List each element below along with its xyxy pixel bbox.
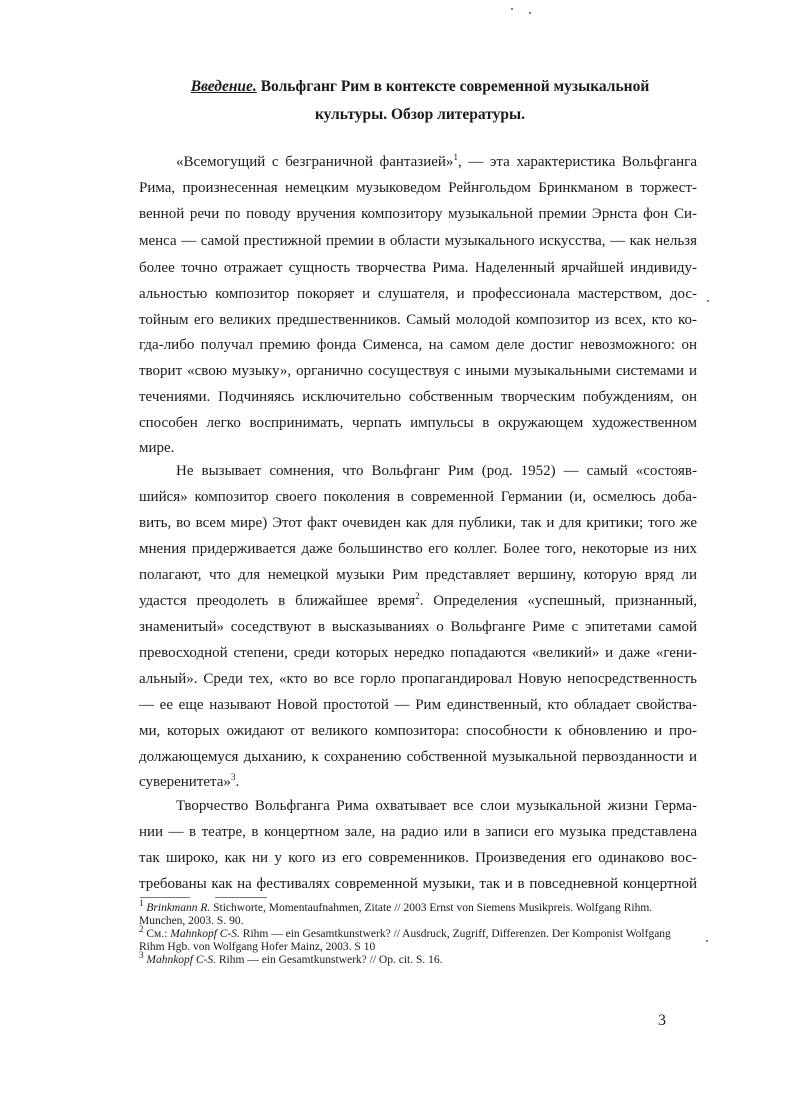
line-text: нии — в театре, в концертном зале, на радио или в записи его музыка представлена bbox=[139, 824, 697, 840]
line-text: шийся» композитор своего поколения в современной Германии (и, осмелюсь доба- bbox=[139, 489, 697, 505]
line-text: гда-либо получал премию фонда Сименса, на самом деле достиг невозможного: он bbox=[139, 337, 697, 353]
text-line bbox=[139, 284, 697, 304]
text-line bbox=[139, 643, 697, 663]
text-line bbox=[139, 258, 697, 278]
line-text: Рима, произнесенная немецким музыковедом Рейнгольдом Бринкманом в торжест- bbox=[139, 180, 697, 196]
text-line bbox=[139, 361, 697, 381]
text-line bbox=[139, 591, 697, 611]
text-line bbox=[139, 204, 697, 224]
text-line bbox=[139, 335, 697, 355]
footnote bbox=[139, 950, 699, 967]
text-line bbox=[139, 178, 697, 198]
line-text: Не вызывает сомнения, что Вольфганг Рим (род. 1952) — самый «состояв- bbox=[176, 463, 697, 479]
line-text: должающемуся дыханию, к сохранению собственной музыкальной первозданности и bbox=[139, 749, 697, 765]
text-line bbox=[139, 721, 697, 741]
footnote-prefix: См.: bbox=[146, 928, 171, 940]
scan-speck bbox=[707, 300, 709, 302]
line-text: , — эта характеристика Вольфганга bbox=[457, 154, 697, 170]
line-text: «Всемогущий с безграничной фантазией» bbox=[176, 154, 454, 170]
line-text: мире. bbox=[139, 440, 175, 456]
text-line bbox=[139, 438, 697, 458]
text-line bbox=[176, 461, 697, 481]
text-line bbox=[139, 848, 697, 868]
line-text: . Определения «успешный, признанный, bbox=[419, 593, 697, 609]
text-line bbox=[139, 231, 697, 251]
text-line bbox=[176, 796, 697, 816]
line-text: превосходной степени, среди которых нередко попадаются «великий» и даже «гени- bbox=[139, 645, 697, 661]
line-text: ми, которых ожидают от великого композитора: способности к обновлению и про- bbox=[139, 723, 697, 739]
footnote bbox=[139, 898, 699, 928]
line-text: венной речи по поводу вручения композитору музыкальной премии Эрнста фон Си- bbox=[139, 206, 697, 222]
text-line bbox=[139, 695, 697, 715]
page-number: 3 bbox=[658, 1012, 666, 1029]
scan-speck bbox=[706, 940, 708, 942]
text-line bbox=[139, 310, 697, 330]
footnote-author: Mahnkopf C-S. bbox=[146, 954, 217, 966]
text-line bbox=[139, 413, 697, 433]
line-text: . bbox=[235, 774, 240, 790]
line-text: вить, во всем мире) Этот факт очевиден как для публики, так и для критики; того же bbox=[139, 515, 697, 531]
text-line bbox=[139, 513, 697, 533]
footnote-text: Rihm — ein Gesamtkunstwerk? // Op. cit. S. 16. bbox=[216, 954, 443, 966]
line-text: способен легко воспринимать, черпать импульсы в окружающем художественном bbox=[139, 415, 697, 431]
chapter-heading-line-1 bbox=[140, 78, 700, 96]
line-text: течениями. Подчиняясь исключительно собственным творческим побуждениям, он bbox=[139, 389, 697, 405]
line-text: Творчество Вольфганга Рима охватывает все слои музыкальной жизни Герма- bbox=[176, 798, 697, 814]
text-line bbox=[139, 874, 697, 894]
footnote-number: 1 bbox=[139, 898, 144, 909]
footnote-author: Brinkmann R. bbox=[146, 902, 211, 914]
line-text: требованы как на фестивалях современной музыки, так и в повседневной концертной bbox=[139, 876, 697, 892]
line-text: более точно отражает сущность творчества Рима. Наделенный ярчайшей индивиду- bbox=[139, 260, 697, 276]
footnote-ref: 3 bbox=[230, 772, 236, 782]
chapter-label: Введение. bbox=[190, 78, 257, 95]
text-line bbox=[139, 487, 697, 507]
line-text: так широко, как ни у кого из его современников. Произведения его одинаково вос- bbox=[139, 850, 697, 866]
footnote-text: Stichworte, Momentaufnahmen, Zitate // 2003 Ernst von Siemens Musikpreis. Wolfgang Rihm. Munchen, 2003. S. 90. bbox=[139, 902, 653, 927]
footnote-author: Mahnkopf C-S. bbox=[170, 928, 240, 940]
chapter-heading-line-2: культуры. Обзор литературы. bbox=[314, 106, 526, 123]
line-text: тойным его великих предшественников. Самый молодой композитор из всех, кто ко- bbox=[139, 312, 697, 328]
line-text: альностью композитор покоряет и слушателя, и профессионала мастерством, дос- bbox=[139, 286, 697, 302]
text-line bbox=[139, 747, 697, 767]
line-text: мнения придерживается даже большинство его коллег. Более того, некоторые из них bbox=[139, 541, 697, 557]
line-text: творит «свою музыку», органично сосуществуя с иными музыкальными системами и bbox=[139, 363, 697, 379]
footnote-rule bbox=[215, 897, 267, 898]
scan-speck bbox=[529, 12, 531, 14]
chapter-title-part-1: Вольфганг Рим в контексте современной музыкальной bbox=[256, 78, 650, 95]
line-text: удастся преодолеть в ближайшее время bbox=[139, 593, 416, 609]
line-text: менса — самой престижной премии в области музыкального искусства, — как нельзя bbox=[139, 233, 697, 249]
line-text: альный». Среди тех, «кто во все горло пропагандировал Новую непосредственность bbox=[139, 671, 697, 687]
text-line bbox=[139, 387, 697, 407]
line-text: — ее еще называют Новой простотой — Рим единственный, кто обладает свойства- bbox=[139, 697, 697, 713]
footnote-number: 3 bbox=[139, 950, 144, 961]
text-line bbox=[139, 822, 697, 842]
scan-speck bbox=[511, 8, 513, 10]
footnote-text: Rihm — ein Gesamtkunstwerk? // Ausdruck, Zugriff, Differenzen. Der Komponist Wolfgang Rihm Hgb. von Wolfgang Hofer Mainz, 2003. S 10 bbox=[139, 928, 671, 953]
line-text: знаменитый» соседствуют в высказываниях о Вольфганге Риме с эпитетами самой bbox=[139, 619, 697, 635]
line-text: суверенитета» bbox=[139, 774, 231, 790]
line-text: полагают, что для немецкой музыки Рим представляет вершину, которую вряд ли bbox=[139, 567, 697, 583]
text-line bbox=[139, 539, 697, 559]
footnote bbox=[139, 924, 699, 954]
footnote-number: 2 bbox=[139, 924, 144, 935]
text-line bbox=[139, 772, 697, 792]
text-line bbox=[139, 565, 697, 585]
text-line bbox=[176, 152, 697, 172]
footnote-ref: 1 bbox=[453, 152, 458, 162]
text-line bbox=[139, 669, 697, 689]
footnote-rule bbox=[140, 897, 190, 898]
footnote-ref: 2 bbox=[415, 591, 420, 601]
text-line bbox=[139, 617, 697, 637]
